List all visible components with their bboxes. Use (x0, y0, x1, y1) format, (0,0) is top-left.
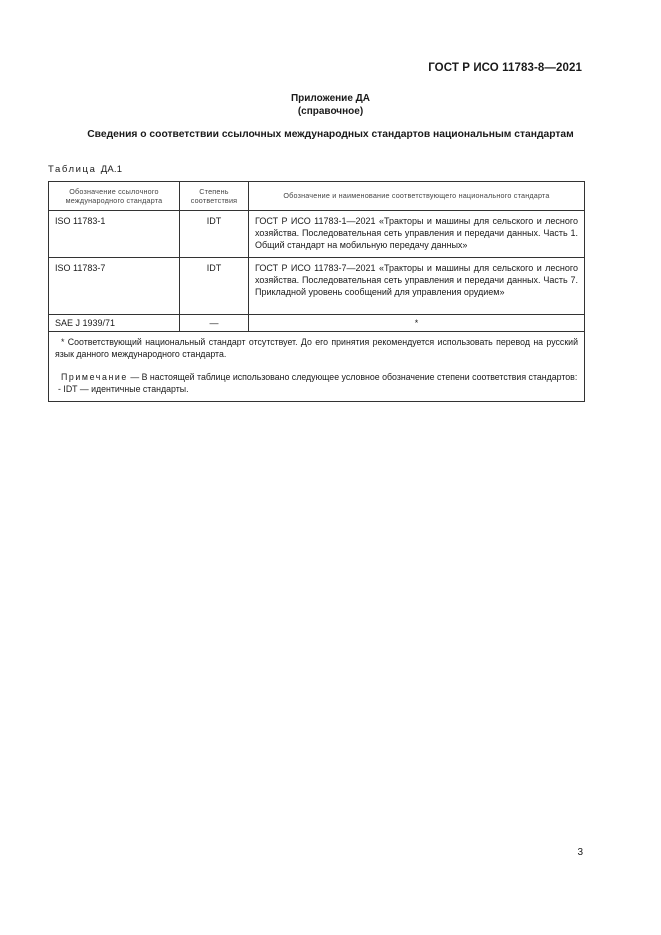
international-standard-cell: ISO 11783-1 (49, 211, 180, 258)
table-footnote: * Соответствующий национальный стандарт отсутствует. До его принятия рекомендуется использовать перевод на русский язык данного международного стандарта. (55, 337, 578, 359)
table-label-word: Таблица (48, 164, 97, 175)
column-header-international: Обозначение ссылочного международного стандарта (49, 182, 180, 211)
annex-type: (справочное) (297, 106, 364, 117)
main-title: Сведения о соответствии ссылочных международных стандартов национальным стандартам (87, 129, 574, 140)
note-label: Примечание (61, 372, 128, 382)
column-header-national: Обозначение и наименование соответствующего национального стандарта (249, 182, 585, 211)
column-header-degree: Степень соответствия (180, 182, 249, 211)
table-row (49, 211, 585, 258)
national-standard-cell: * (249, 315, 585, 332)
annex-title: Приложение ДА (290, 93, 371, 104)
note-item: - IDT — идентичные стандарты. (58, 383, 189, 394)
national-standard-cell: ГОСТ Р ИСО 11783-1—2021 «Тракторы и машины для сельского и лесного хозяйства. Последовательная сеть управления и передачи данных. Часть 1. Общий стандарт на мобильную передачу данных» (249, 211, 585, 258)
table-label-number: ДА.1 (100, 164, 123, 175)
note-text: — В настоящей таблице использовано следующее условное обозначение степени соответствия стандартов: (127, 372, 578, 382)
degree-cell: IDT (180, 211, 249, 258)
table-notes-row (49, 332, 585, 402)
table-header-row (49, 182, 585, 211)
national-standard-cell: ГОСТ Р ИСО 11783-7—2021 «Тракторы и машины для сельского и лесного хозяйства. Последовательная сеть управления и передачи данных. Часть 7. Прикладной уровень сообщений для управления орудием» (249, 258, 585, 315)
international-standard-cell: SAE J 1939/71 (49, 315, 180, 332)
document-code: ГОСТ Р ИСО 11783-8—2021 (428, 62, 582, 74)
international-standard-cell: ISO 11783-7 (49, 258, 180, 315)
table-label (48, 164, 122, 175)
table-row (49, 315, 585, 332)
annex-heading (0, 92, 661, 118)
degree-cell: — (180, 315, 249, 332)
table-note (55, 372, 578, 384)
table-row (49, 258, 585, 315)
degree-cell: IDT (180, 258, 249, 315)
correspondence-table (48, 181, 585, 402)
page-number: 3 (577, 847, 583, 858)
table-notes-cell (49, 332, 585, 402)
